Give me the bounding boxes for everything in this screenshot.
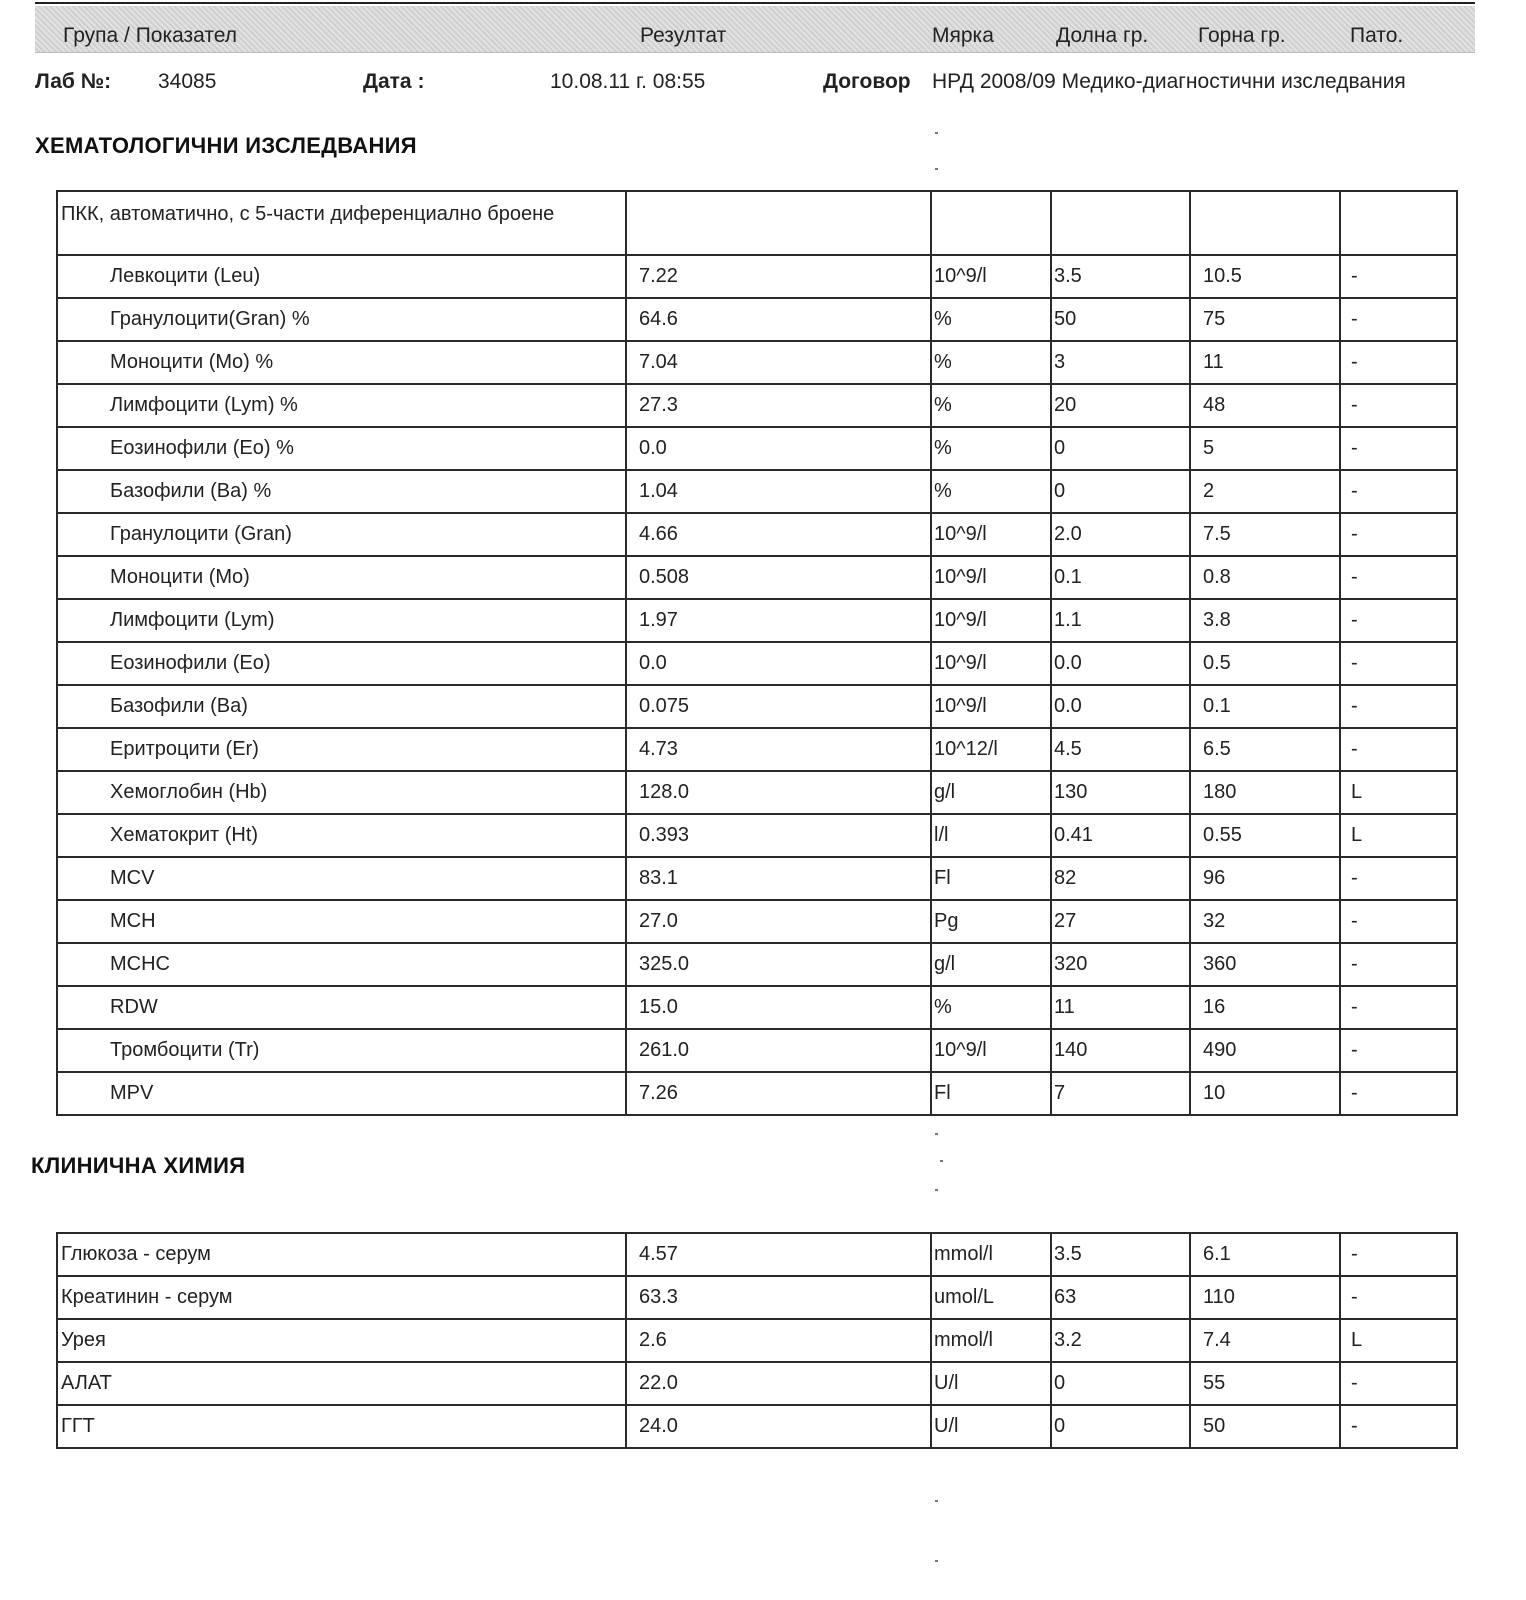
result-cell: 1.04 — [626, 470, 931, 513]
lower-limit-cell: 50 — [1051, 298, 1190, 341]
unit-cell: % — [931, 384, 1051, 427]
test-name-cell: Глюкоза - серум — [57, 1233, 626, 1276]
result-cell: 325.0 — [626, 943, 931, 986]
unit-cell: % — [931, 427, 1051, 470]
table-row — [57, 1233, 1457, 1276]
unit-cell: mmol/l — [931, 1233, 1051, 1276]
empty-cell — [1051, 191, 1190, 255]
unit-cell: % — [931, 470, 1051, 513]
table-row — [57, 1362, 1457, 1405]
date-value: 10.08.11 г. 08:55 — [550, 70, 706, 93]
lower-limit-cell: 0.0 — [1051, 685, 1190, 728]
test-name-cell: Лимфоцити (Lym) — [57, 599, 626, 642]
table-row — [57, 298, 1457, 341]
empty-cell — [626, 191, 931, 255]
lower-limit-cell: 3.5 — [1051, 1233, 1190, 1276]
table-row — [57, 642, 1457, 685]
result-cell: 261.0 — [626, 1029, 931, 1072]
lower-limit-cell: 0 — [1051, 1405, 1190, 1448]
contract-value: НРД 2008/09 Медико-диагностични изследвания — [932, 70, 1406, 93]
table-row — [57, 685, 1457, 728]
pathology-flag-cell: L — [1340, 1319, 1457, 1362]
pathology-flag-cell: - — [1340, 900, 1457, 943]
upper-limit-cell: 0.55 — [1190, 814, 1340, 857]
lower-limit-cell: 0 — [1051, 1362, 1190, 1405]
unit-cell: Fl — [931, 1072, 1051, 1115]
result-cell: 24.0 — [626, 1405, 931, 1448]
header-lower-limit: Долна гр. — [1056, 24, 1149, 47]
upper-limit-cell: 10 — [1190, 1072, 1340, 1115]
chemistry-section-title: КЛИНИЧНА ХИМИЯ — [31, 1153, 246, 1178]
unit-cell: 10^9/l — [931, 556, 1051, 599]
lower-limit-cell: 140 — [1051, 1029, 1190, 1072]
scan-speck — [935, 1560, 938, 1562]
table-row — [57, 341, 1457, 384]
test-name-cell: RDW — [57, 986, 626, 1029]
table-row — [57, 599, 1457, 642]
table-row — [57, 943, 1457, 986]
pathology-flag-cell: - — [1340, 1233, 1457, 1276]
test-name-cell: Лимфоцити (Lym) % — [57, 384, 626, 427]
upper-limit-cell: 490 — [1190, 1029, 1340, 1072]
table-row — [57, 1319, 1457, 1362]
pathology-flag-cell: - — [1340, 943, 1457, 986]
lower-limit-cell: 0 — [1051, 427, 1190, 470]
test-name-cell: Хематокрит (Ht) — [57, 814, 626, 857]
table-row — [57, 427, 1457, 470]
header-group-indicator: Група / Показател — [63, 24, 238, 47]
lower-limit-cell: 27 — [1051, 900, 1190, 943]
result-cell: 128.0 — [626, 771, 931, 814]
upper-limit-cell: 7.5 — [1190, 513, 1340, 556]
upper-limit-cell: 110 — [1190, 1276, 1340, 1319]
table-row — [57, 771, 1457, 814]
pathology-flag-cell: - — [1340, 1029, 1457, 1072]
pathology-flag-cell: - — [1340, 1276, 1457, 1319]
unit-cell: 10^9/l — [931, 1029, 1051, 1072]
test-name-cell: АЛАТ — [57, 1362, 626, 1405]
test-name-cell: Еозинофили (Eo) % — [57, 427, 626, 470]
scan-speck — [935, 132, 938, 134]
upper-limit-cell: 5 — [1190, 427, 1340, 470]
table-row — [57, 1405, 1457, 1448]
result-cell: 27.3 — [626, 384, 931, 427]
test-name-cell: Гранулоцити (Gran) — [57, 513, 626, 556]
result-cell: 0.508 — [626, 556, 931, 599]
lower-limit-cell: 20 — [1051, 384, 1190, 427]
result-cell: 7.04 — [626, 341, 931, 384]
result-cell: 1.97 — [626, 599, 931, 642]
pathology-flag-cell: - — [1340, 728, 1457, 771]
test-name-cell: MCV — [57, 857, 626, 900]
pathology-flag-cell: - — [1340, 470, 1457, 513]
pathology-flag-cell: - — [1340, 513, 1457, 556]
result-cell: 4.73 — [626, 728, 931, 771]
table-row — [57, 255, 1457, 298]
pathology-flag-cell: - — [1340, 1405, 1457, 1448]
pathology-flag-cell: - — [1340, 427, 1457, 470]
result-cell: 4.66 — [626, 513, 931, 556]
test-name-cell: MCHC — [57, 943, 626, 986]
pathology-flag-cell: - — [1340, 857, 1457, 900]
unit-cell: U/l — [931, 1405, 1051, 1448]
hematology-group-row — [57, 191, 1457, 255]
header-result: Резултат — [640, 24, 727, 47]
upper-limit-cell: 180 — [1190, 771, 1340, 814]
unit-cell: 10^12/l — [931, 728, 1051, 771]
lower-limit-cell: 130 — [1051, 771, 1190, 814]
upper-limit-cell: 48 — [1190, 384, 1340, 427]
upper-limit-cell: 10.5 — [1190, 255, 1340, 298]
unit-cell: Pg — [931, 900, 1051, 943]
table-row — [57, 513, 1457, 556]
lower-limit-cell: 3 — [1051, 341, 1190, 384]
test-name-cell: Хемоглобин (Hb) — [57, 771, 626, 814]
unit-cell: g/l — [931, 943, 1051, 986]
hematology-section-title: ХЕМАТОЛОГИЧНИ ИЗСЛЕДВАНИЯ — [35, 133, 417, 158]
table-row — [57, 470, 1457, 513]
result-cell: 15.0 — [626, 986, 931, 1029]
pathology-flag-cell: - — [1340, 556, 1457, 599]
table-row — [57, 384, 1457, 427]
pathology-flag-cell: - — [1340, 642, 1457, 685]
upper-limit-cell: 55 — [1190, 1362, 1340, 1405]
upper-limit-cell: 2 — [1190, 470, 1340, 513]
header-unit: Мярка — [932, 24, 994, 47]
pathology-flag-cell: - — [1340, 986, 1457, 1029]
lower-limit-cell: 0.41 — [1051, 814, 1190, 857]
pathology-flag-cell: - — [1340, 255, 1457, 298]
unit-cell: 10^9/l — [931, 599, 1051, 642]
result-cell: 0.075 — [626, 685, 931, 728]
upper-limit-cell: 32 — [1190, 900, 1340, 943]
test-name-cell: Тромбоцити (Tr) — [57, 1029, 626, 1072]
pathology-flag-cell: - — [1340, 1362, 1457, 1405]
table-row — [57, 1029, 1457, 1072]
result-cell: 0.0 — [626, 427, 931, 470]
lower-limit-cell: 0.1 — [1051, 556, 1190, 599]
scan-speck — [935, 1133, 938, 1135]
result-cell: 0.393 — [626, 814, 931, 857]
upper-limit-cell: 0.5 — [1190, 642, 1340, 685]
scan-speck — [935, 1500, 938, 1502]
upper-limit-cell: 6.1 — [1190, 1233, 1340, 1276]
hematology-table — [56, 190, 1458, 1116]
test-name-cell: Еритроцити (Er) — [57, 728, 626, 771]
table-row — [57, 728, 1457, 771]
result-cell: 64.6 — [626, 298, 931, 341]
empty-cell — [931, 191, 1051, 255]
header-upper-limit: Горна гр. — [1198, 24, 1286, 47]
result-cell: 83.1 — [626, 857, 931, 900]
test-name-cell: Левкоцити (Leu) — [57, 255, 626, 298]
lower-limit-cell: 0 — [1051, 470, 1190, 513]
lower-limit-cell: 320 — [1051, 943, 1190, 986]
result-cell: 2.6 — [626, 1319, 931, 1362]
empty-cell — [1340, 191, 1457, 255]
pathology-flag-cell: L — [1340, 814, 1457, 857]
test-name-cell: Базофили (Ba) — [57, 685, 626, 728]
upper-limit-cell: 0.1 — [1190, 685, 1340, 728]
upper-limit-cell: 11 — [1190, 341, 1340, 384]
unit-cell: % — [931, 986, 1051, 1029]
pathology-flag-cell: - — [1340, 384, 1457, 427]
table-row — [57, 814, 1457, 857]
date-label: Дата : — [363, 70, 425, 93]
pathology-flag-cell: - — [1340, 685, 1457, 728]
upper-limit-cell: 7.4 — [1190, 1319, 1340, 1362]
lower-limit-cell: 2.0 — [1051, 513, 1190, 556]
table-row — [57, 900, 1457, 943]
unit-cell: 10^9/l — [931, 685, 1051, 728]
lower-limit-cell: 3.2 — [1051, 1319, 1190, 1362]
contract-label: Договор — [823, 70, 911, 93]
pathology-flag-cell: - — [1340, 341, 1457, 384]
lower-limit-cell: 7 — [1051, 1072, 1190, 1115]
lab-number-label: Лаб №: — [35, 70, 112, 93]
group-label-cell: ПКК, автоматично, с 5-части диференциално броене — [57, 191, 626, 255]
table-row — [57, 556, 1457, 599]
result-cell: 0.0 — [626, 642, 931, 685]
pathology-flag-cell: - — [1340, 1072, 1457, 1115]
lower-limit-cell: 82 — [1051, 857, 1190, 900]
unit-cell: U/l — [931, 1362, 1051, 1405]
unit-cell: 10^9/l — [931, 255, 1051, 298]
lower-limit-cell: 11 — [1051, 986, 1190, 1029]
test-name-cell: Еозинофили (Eo) — [57, 642, 626, 685]
result-cell: 7.22 — [626, 255, 931, 298]
result-cell: 4.57 — [626, 1233, 931, 1276]
unit-cell: g/l — [931, 771, 1051, 814]
result-cell: 22.0 — [626, 1362, 931, 1405]
pathology-flag-cell: - — [1340, 298, 1457, 341]
scan-speck — [940, 1160, 943, 1162]
upper-limit-cell: 0.8 — [1190, 556, 1340, 599]
test-name-cell: Креатинин - серум — [57, 1276, 626, 1319]
test-name-cell: Моноцити (Mo) % — [57, 341, 626, 384]
lower-limit-cell: 63 — [1051, 1276, 1190, 1319]
upper-limit-cell: 6.5 — [1190, 728, 1340, 771]
table-row — [57, 1276, 1457, 1319]
unit-cell: % — [931, 298, 1051, 341]
upper-limit-cell: 50 — [1190, 1405, 1340, 1448]
lower-limit-cell: 0.0 — [1051, 642, 1190, 685]
upper-limit-cell: 16 — [1190, 986, 1340, 1029]
lab-number-value: 34085 — [158, 70, 217, 93]
unit-cell: umol/L — [931, 1276, 1051, 1319]
test-name-cell: MCH — [57, 900, 626, 943]
table-row — [57, 1072, 1457, 1115]
result-cell: 7.26 — [626, 1072, 931, 1115]
pathology-flag-cell: - — [1340, 599, 1457, 642]
test-name-cell: ГГТ — [57, 1405, 626, 1448]
scan-speck — [935, 168, 938, 170]
unit-cell: 10^9/l — [931, 642, 1051, 685]
unit-cell: % — [931, 341, 1051, 384]
unit-cell: mmol/l — [931, 1319, 1051, 1362]
top-rule — [35, 2, 1475, 4]
unit-cell: Fl — [931, 857, 1051, 900]
unit-cell: l/l — [931, 814, 1051, 857]
empty-cell — [1190, 191, 1340, 255]
test-name-cell: MPV — [57, 1072, 626, 1115]
lower-limit-cell: 3.5 — [1051, 255, 1190, 298]
pathology-flag-cell: L — [1340, 771, 1457, 814]
test-name-cell: Моноцити (Mo) — [57, 556, 626, 599]
test-name-cell: Урея — [57, 1319, 626, 1362]
chemistry-table — [56, 1232, 1458, 1449]
scan-speck — [935, 1189, 938, 1191]
header-pathology: Пато. — [1350, 24, 1404, 47]
unit-cell: 10^9/l — [931, 513, 1051, 556]
result-cell: 27.0 — [626, 900, 931, 943]
upper-limit-cell: 96 — [1190, 857, 1340, 900]
upper-limit-cell: 360 — [1190, 943, 1340, 986]
table-row — [57, 986, 1457, 1029]
upper-limit-cell: 3.8 — [1190, 599, 1340, 642]
table-row — [57, 857, 1457, 900]
test-name-cell: Гранулоцити(Gran) % — [57, 298, 626, 341]
test-name-cell: Базофили (Ba) % — [57, 470, 626, 513]
lower-limit-cell: 1.1 — [1051, 599, 1190, 642]
lower-limit-cell: 4.5 — [1051, 728, 1190, 771]
upper-limit-cell: 75 — [1190, 298, 1340, 341]
result-cell: 63.3 — [626, 1276, 931, 1319]
